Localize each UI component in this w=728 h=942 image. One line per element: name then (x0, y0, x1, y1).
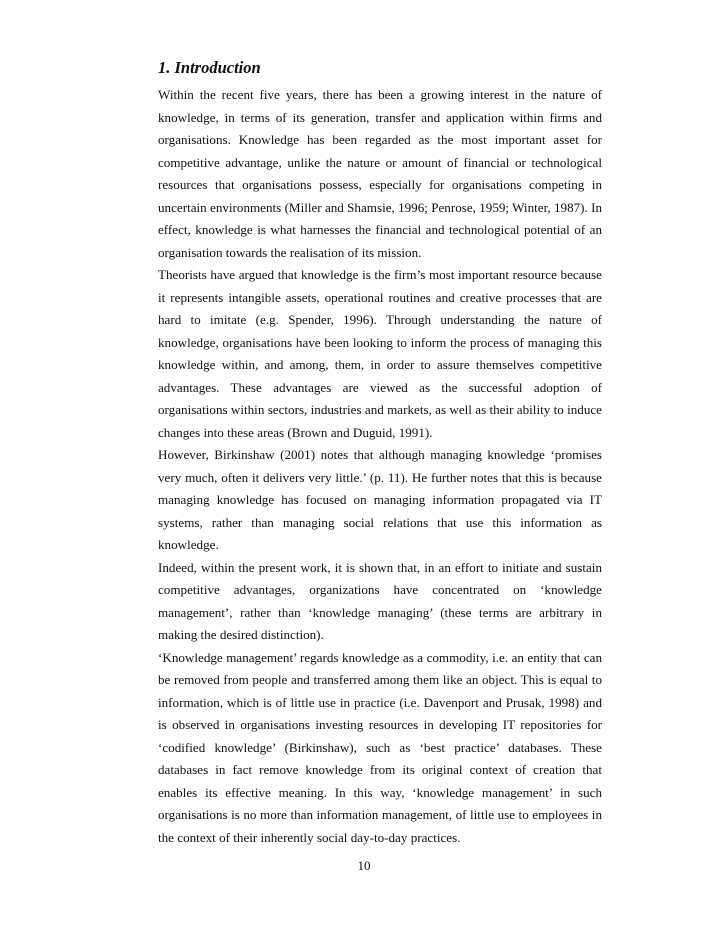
paragraph-5: ‘Knowledge management’ regards knowledge as a commodity, i.e. an entity that can be removed from people and transferred among them like an object. This is equal to information, which is of little use in practice (i.e. Davenport and Prusak, 1998) and is observed in organisations investing resources in developing IT repositories for ‘codified knowledge’ (Birkinshaw), such as ‘best practice’ databases. These databases in fact remove knowledge from its original context of creation that enables its effective meaning. In this way, ‘knowledge management’ in such organisations is no more than information management, of little use to employees in the context of their inherently social day-to-day practices. (158, 649, 602, 845)
document-page (158, 58, 602, 849)
paragraph-4: Indeed, within the present work, it is shown that, in an effort to initiate and sustain competitive advantages, organizations have concentrated on ‘knowledge management’, rather than ‘knowledge managing’ (these terms are arbitrary in making the desired distinction). (158, 559, 602, 642)
page-number: 10 (357, 858, 371, 873)
paragraph-3: However, Birkinshaw (2001) notes that although managing knowledge ‘promises very much, often it delivers very little.’ (p. 11). He further notes that this is because managing knowledge has focused on managing information propagated via IT systems, rather than managing social relations that use this information as knowledge. (158, 447, 602, 552)
section-heading: 1. Introduction (158, 58, 261, 77)
paragraph-1: Within the recent five years, there has been a growing interest in the nature of knowledge, in terms of its generation, transfer and application within firms and organisations. Knowledge has been regarded as the most important asset for competitive advantage, unlike the nature or amount of financial or technological resources that organisations possess, especially for organisations competing in uncertain environments (Miller and Shamsie, 1996; Penrose, 1959; Winter, 1987). In effect, knowledge is what harnesses the financial and technological potential of an organisation towards the realisation of its mission. (158, 87, 602, 260)
paragraph-2: Theorists have argued that knowledge is the firm’s most important resource because it represents intangible assets, operational routines and creative processes that are hard to imitate (e.g. Spender, 1996). Through understanding the nature of knowledge, organisations have been looking to inform the process of managing this knowledge within, and among, them, in order to assure themselves competitive advantages. These advantages are viewed as the successful adoption of organisations within sectors, industries and markets, as well as their ability to induce changes into these areas (Brown and Duguid, 1991). (158, 267, 602, 440)
